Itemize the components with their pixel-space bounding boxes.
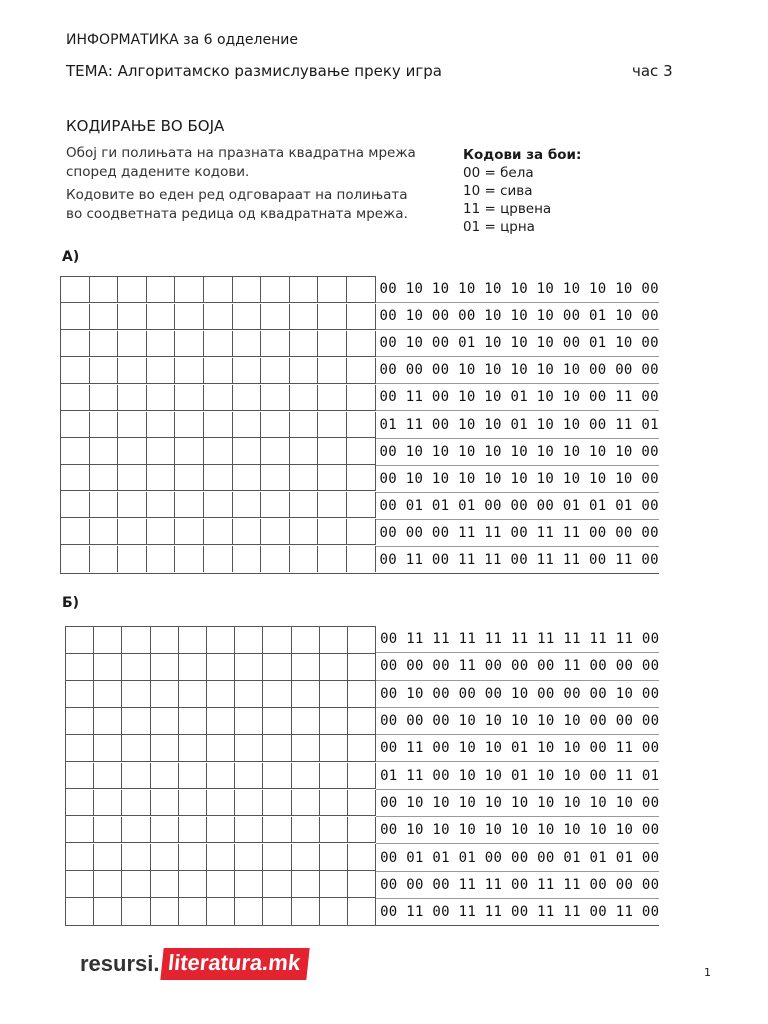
grid-cell[interactable] [348,681,376,708]
grid-cell[interactable] [320,654,348,681]
grid-cell[interactable] [175,304,204,330]
grid-cell[interactable] [263,817,291,844]
grid-cell[interactable] [320,627,348,654]
grid-cell[interactable] [179,654,207,681]
grid-cell[interactable] [318,546,347,572]
grid-cell[interactable] [179,681,207,708]
grid-cell[interactable] [151,790,179,817]
grid-cell[interactable] [292,817,320,844]
code-row: 01 11 00 10 10 01 10 10 00 11 01 [376,762,659,789]
grid-cell[interactable] [292,898,320,925]
legend-item: 00 = бела [463,165,534,181]
grid-cell[interactable] [90,412,119,438]
grid-cell[interactable] [320,817,348,844]
grid-cell[interactable] [290,331,319,357]
grid-cell[interactable] [233,465,262,491]
grid-cell[interactable] [347,438,376,464]
grid-cell[interactable] [151,871,179,898]
grid-cell[interactable] [204,385,233,411]
grid-cell[interactable] [348,817,376,844]
grid-cell[interactable] [235,844,263,871]
grid-cell[interactable] [292,708,320,735]
grid-cell[interactable] [261,465,290,491]
grid-cell[interactable] [318,438,347,464]
grid-cell[interactable] [179,708,207,735]
grid-cell[interactable] [94,627,122,654]
page-number: 1 [704,966,711,979]
grid-cell[interactable] [90,358,119,384]
grid-cell[interactable] [66,654,94,681]
grid-cell[interactable] [318,358,347,384]
grid-cell[interactable] [122,817,150,844]
grid-cell[interactable] [235,817,263,844]
grid-cell[interactable] [290,465,319,491]
grid-cell[interactable] [290,492,319,518]
grid-cell[interactable] [348,844,376,871]
grid-cell[interactable] [122,654,150,681]
legend-item: 10 = сива [463,183,533,199]
grid-cell[interactable] [348,627,376,654]
grid-cell[interactable] [175,546,204,572]
grid-cell[interactable] [263,790,291,817]
grid-cell[interactable] [348,790,376,817]
grid-cell[interactable] [292,735,320,762]
part-b-exercise [65,626,659,926]
grid-cell[interactable] [290,277,319,303]
grid-cell[interactable] [261,358,290,384]
grid-cell[interactable] [94,708,122,735]
grid-cell[interactable] [261,519,290,545]
grid-cell[interactable] [235,763,263,790]
part-a-codes [376,276,659,574]
instruction-line: Кодовите во еден ред одговараат на полињата [66,187,408,203]
grid-cell[interactable] [207,735,235,762]
grid-cell[interactable] [263,763,291,790]
grid-cell[interactable] [233,358,262,384]
grid-cell[interactable] [347,304,376,330]
grid-cell[interactable] [61,412,90,438]
grid-cell[interactable] [118,331,147,357]
grid-cell[interactable] [179,763,207,790]
grid-cell[interactable] [235,871,263,898]
grid-cell[interactable] [318,331,347,357]
grid-cell[interactable] [175,358,204,384]
grid-cell[interactable] [204,331,233,357]
grid-cell[interactable] [207,708,235,735]
code-row: 00 00 00 11 00 00 00 11 00 00 00 [376,653,659,680]
grid-cell[interactable] [147,304,176,330]
grid-cell[interactable] [261,492,290,518]
instruction-line: во соодветната редица од квадратната мрежа. [66,206,408,222]
code-row: 00 11 00 10 10 01 10 10 00 11 00 [376,735,659,762]
grid-cell[interactable] [207,627,235,654]
grid-cell[interactable] [66,871,94,898]
grid-cell[interactable] [263,871,291,898]
grid-cell[interactable] [320,763,348,790]
grid-cell[interactable] [290,358,319,384]
grid-cell[interactable] [179,817,207,844]
grid-cell[interactable] [151,898,179,925]
grid-cell[interactable] [347,358,376,384]
grid-cell[interactable] [233,438,262,464]
grid-cell[interactable] [261,385,290,411]
grid-cell[interactable] [320,871,348,898]
grid-cell[interactable] [290,519,319,545]
grid-cell[interactable] [151,763,179,790]
code-row: 00 00 00 10 10 10 10 10 00 00 00 [376,357,659,384]
grid-cell[interactable] [207,871,235,898]
grid-cell[interactable] [179,898,207,925]
grid-cell[interactable] [94,817,122,844]
grid-cell[interactable] [179,844,207,871]
grid-cell[interactable] [263,898,291,925]
code-row: 00 11 00 11 11 00 11 11 00 11 00 [376,899,659,926]
grid-cell[interactable] [175,519,204,545]
grid-cell[interactable] [90,331,119,357]
grid-cell[interactable] [207,763,235,790]
grid-cell[interactable] [233,304,262,330]
part-a-label: А) [62,249,80,265]
grid-cell[interactable] [94,735,122,762]
grid-cell[interactable] [263,681,291,708]
grid-cell[interactable] [348,871,376,898]
grid-cell[interactable] [292,681,320,708]
grid-cell[interactable] [118,465,147,491]
grid-cell[interactable] [118,412,147,438]
grid-cell[interactable] [235,735,263,762]
grid-cell[interactable] [207,681,235,708]
grid-cell[interactable] [204,438,233,464]
part-b-codes [376,626,659,926]
grid-cell[interactable] [61,492,90,518]
grid-cell[interactable] [118,277,147,303]
grid-cell[interactable] [207,654,235,681]
grid-cell[interactable] [290,438,319,464]
grid-cell[interactable] [151,681,179,708]
code-row: 01 11 00 10 10 01 10 10 00 11 01 [376,411,659,438]
grid-cell[interactable] [204,358,233,384]
grid-cell[interactable] [118,519,147,545]
grid-cell[interactable] [347,331,376,357]
grid-cell[interactable] [318,465,347,491]
grid-cell[interactable] [235,654,263,681]
grid-cell[interactable] [147,519,176,545]
grid-cell[interactable] [94,898,122,925]
grid-cell[interactable] [122,681,150,708]
code-row: 00 10 10 10 10 10 10 10 10 10 00 [376,817,659,844]
grid-cell[interactable] [261,277,290,303]
grid-cell[interactable] [233,331,262,357]
grid-cell[interactable] [348,735,376,762]
grid-cell[interactable] [94,763,122,790]
grid-cell[interactable] [207,817,235,844]
code-row: 00 10 10 10 10 10 10 10 10 10 00 [376,466,659,493]
code-row: 00 00 00 10 10 10 10 10 00 00 00 [376,708,659,735]
grid-cell[interactable] [94,790,122,817]
grid-cell[interactable] [347,492,376,518]
grid-cell[interactable] [261,304,290,330]
grid-cell[interactable] [90,492,119,518]
lesson-number: час 3 [632,62,673,80]
code-row: 00 10 00 00 10 10 10 00 01 10 00 [376,303,659,330]
instruction-line: Обој ги полињата на празната квадратна мрежа [66,145,416,161]
grid-cell[interactable] [204,412,233,438]
grid-cell[interactable] [61,358,90,384]
grid-cell[interactable] [290,412,319,438]
grid-cell[interactable] [175,438,204,464]
grid-cell[interactable] [175,385,204,411]
grid-cell[interactable] [204,546,233,572]
grid-cell[interactable] [122,735,150,762]
grid-cell[interactable] [347,412,376,438]
grid-cell[interactable] [292,654,320,681]
grid-cell[interactable] [347,465,376,491]
grid-cell[interactable] [118,358,147,384]
section-title: КОДИРАЊЕ ВО БОЈА [66,117,225,135]
grid-cell[interactable] [204,519,233,545]
grid-cell[interactable] [147,385,176,411]
grid-cell[interactable] [118,546,147,572]
grid-cell[interactable] [122,844,150,871]
grid-cell[interactable] [263,844,291,871]
grid-cell[interactable] [94,871,122,898]
grid-cell[interactable] [290,385,319,411]
legend-item: 11 = црвена [463,201,552,217]
code-row: 00 10 00 00 00 10 00 00 00 10 00 [376,681,659,708]
grid-cell[interactable] [151,844,179,871]
grid-cell[interactable] [347,546,376,572]
grid-cell[interactable] [175,331,204,357]
literatura-logo[interactable] [80,948,308,980]
grid-cell[interactable] [348,654,376,681]
grid-cell[interactable] [233,519,262,545]
grid-cell[interactable] [292,871,320,898]
grid-cell[interactable] [290,546,319,572]
grid-cell[interactable] [147,546,176,572]
grid-cell[interactable] [147,331,176,357]
grid-cell[interactable] [348,898,376,925]
grid-cell[interactable] [179,871,207,898]
code-row: 00 10 10 10 10 10 10 10 10 10 00 [376,439,659,466]
grid-cell[interactable] [66,898,94,925]
grid-cell[interactable] [204,277,233,303]
grid-cell[interactable] [235,790,263,817]
grid-cell[interactable] [118,385,147,411]
grid-cell[interactable] [147,358,176,384]
grid-cell[interactable] [90,304,119,330]
grid-cell[interactable] [318,519,347,545]
logo-box: literatura.mk [160,948,309,980]
grid-cell[interactable] [61,277,90,303]
grid-cell[interactable] [122,627,150,654]
grid-cell[interactable] [233,412,262,438]
grid-cell[interactable] [320,790,348,817]
grid-cell[interactable] [151,654,179,681]
grid-cell[interactable] [66,844,94,871]
grid-cell[interactable] [263,708,291,735]
grid-cell[interactable] [292,790,320,817]
grid-cell[interactable] [151,817,179,844]
grid-cell[interactable] [263,627,291,654]
grid-cell[interactable] [318,304,347,330]
grid-cell[interactable] [147,465,176,491]
code-row: 00 10 10 10 10 10 10 10 10 10 00 [376,790,659,817]
grid-cell[interactable] [66,735,94,762]
grid-cell[interactable] [61,546,90,572]
grid-cell[interactable] [318,412,347,438]
grid-cell[interactable] [94,844,122,871]
code-row: 00 01 01 01 00 00 00 01 01 01 00 [376,493,659,520]
code-row: 00 00 00 11 11 00 11 11 00 00 00 [376,872,659,899]
grid-cell[interactable] [90,546,119,572]
grid-cell[interactable] [118,492,147,518]
grid-cell[interactable] [347,385,376,411]
grid-cell[interactable] [320,708,348,735]
grid-cell[interactable] [151,708,179,735]
grid-cell[interactable] [147,492,176,518]
grid-cell[interactable] [179,735,207,762]
grid-cell[interactable] [147,277,176,303]
grid-cell[interactable] [175,492,204,518]
grid-cell[interactable] [261,331,290,357]
grid-cell[interactable] [318,492,347,518]
grid-cell[interactable] [320,844,348,871]
code-row: 00 10 00 01 10 10 10 00 01 10 00 [376,330,659,357]
grid-cell[interactable] [66,817,94,844]
grid-cell[interactable] [292,763,320,790]
grid-cell[interactable] [179,790,207,817]
legend-title: Кодови за бои: [463,147,582,163]
grid-cell[interactable] [122,763,150,790]
grid-cell[interactable] [118,438,147,464]
grid-cell[interactable] [263,654,291,681]
code-row: 00 11 11 11 11 11 11 11 11 11 00 [376,626,659,653]
grid-cell[interactable] [207,790,235,817]
grid-cell[interactable] [347,519,376,545]
grid-cell[interactable] [290,304,319,330]
grid-cell[interactable] [207,898,235,925]
grid-cell[interactable] [66,790,94,817]
part-b-label: Б) [62,595,80,611]
grid-cell[interactable] [235,708,263,735]
grid-cell[interactable] [175,277,204,303]
grid-cell[interactable] [204,492,233,518]
legend-item: 01 = црна [463,219,535,235]
grid-cell[interactable] [151,627,179,654]
code-row: 00 10 10 10 10 10 10 10 10 10 00 [376,276,659,303]
instruction-line: според дадените кодови. [66,164,250,180]
grid-cell[interactable] [122,708,150,735]
grid-cell[interactable] [292,844,320,871]
grid-cell[interactable] [235,898,263,925]
grid-cell[interactable] [122,790,150,817]
grid-cell[interactable] [90,438,119,464]
grid-cell[interactable] [61,304,90,330]
grid-cell[interactable] [235,627,263,654]
part-b-empty-grid[interactable] [65,626,376,926]
code-row: 00 11 00 10 10 01 10 10 00 11 00 [376,384,659,411]
grid-cell[interactable] [66,708,94,735]
grid-cell[interactable] [122,898,150,925]
grid-cell[interactable] [147,412,176,438]
grid-cell[interactable] [122,871,150,898]
grid-cell[interactable] [147,438,176,464]
grid-cell[interactable] [118,304,147,330]
grid-cell[interactable] [318,385,347,411]
part-a-exercise [60,276,659,574]
code-row: 00 11 00 11 11 00 11 11 00 11 00 [376,547,659,574]
grid-cell[interactable] [235,681,263,708]
grid-cell[interactable] [261,438,290,464]
part-a-empty-grid[interactable] [60,276,376,574]
grid-cell[interactable] [318,277,347,303]
topic-heading: ТЕМА: Алгоритамско размислување преку игра [66,62,442,80]
grid-cell[interactable] [348,708,376,735]
grid-cell[interactable] [94,681,122,708]
grid-cell[interactable] [261,412,290,438]
grid-cell[interactable] [204,465,233,491]
grid-cell[interactable] [90,519,119,545]
grid-cell[interactable] [320,898,348,925]
grid-cell[interactable] [90,385,119,411]
grid-cell[interactable] [66,763,94,790]
code-row: 00 00 00 11 11 00 11 11 00 00 00 [376,520,659,547]
grid-cell[interactable] [233,277,262,303]
grid-cell[interactable] [233,385,262,411]
grid-cell[interactable] [261,546,290,572]
grid-cell[interactable] [175,412,204,438]
logo-prefix: resursi. [80,951,160,976]
grid-cell[interactable] [347,277,376,303]
grid-cell[interactable] [151,735,179,762]
grid-cell[interactable] [179,627,207,654]
grid-cell[interactable] [292,627,320,654]
grid-cell[interactable] [233,492,262,518]
grid-cell[interactable] [204,304,233,330]
grid-cell[interactable] [90,465,119,491]
grid-cell[interactable] [175,465,204,491]
grid-cell[interactable] [320,735,348,762]
code-row: 00 01 01 01 00 00 00 01 01 01 00 [376,844,659,871]
grid-cell[interactable] [94,654,122,681]
grid-cell[interactable] [207,844,235,871]
grid-cell[interactable] [61,331,90,357]
grid-cell[interactable] [61,438,90,464]
grid-cell[interactable] [61,519,90,545]
subject-heading: ИНФОРМАТИКА за 6 одделение [66,32,298,48]
grid-cell[interactable] [320,681,348,708]
grid-cell[interactable] [90,277,119,303]
grid-cell[interactable] [233,546,262,572]
grid-cell[interactable] [263,735,291,762]
grid-cell[interactable] [61,465,90,491]
grid-cell[interactable] [66,627,94,654]
grid-cell[interactable] [348,763,376,790]
grid-cell[interactable] [66,681,94,708]
grid-cell[interactable] [61,385,90,411]
